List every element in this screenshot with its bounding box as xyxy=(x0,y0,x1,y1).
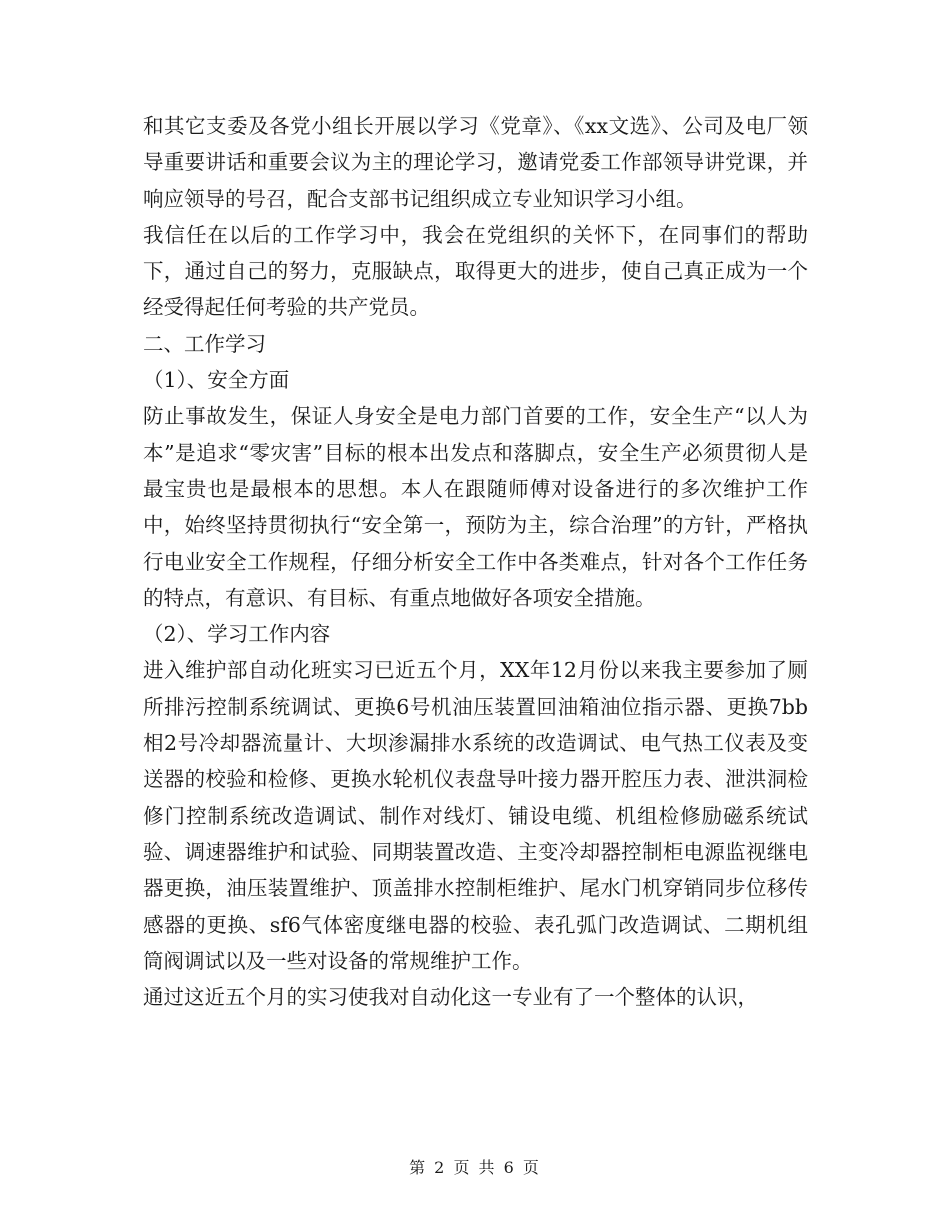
subheading-work-content: （2）、学习工作内容 xyxy=(143,622,331,647)
document-body xyxy=(143,108,808,1015)
paragraph-internship-summary: 通过这近五个月的实习使我对自动化这一专业有了一个整体的认识， xyxy=(143,985,758,1010)
paragraph-safety: 防止事故发生，保证人身安全是电力部门首要的工作，安全生产“以人为本”是追求“零灾害”目标的根本出发点和落脚点，安全生产必须贯彻人是最宝贵也是最根本的思想。本人在跟随师傅对设备进行的多次维护工作中，始终坚持贯彻执行“安全第一，预防为主，综合治理”的方针，严格执行电业安全工作规程，仔细分析安全工作中各类难点，针对各个工作任务的特点，有意识、有目标、有重点地做好各项安全措施。 xyxy=(143,404,808,610)
paragraph-belief: 我信任在以后的工作学习中，我会在党组织的关怀下，在同事们的帮助下，通过自己的努力，克服缺点，取得更大的进步，使自己真正成为一个经受得起任何考验的共产党员。 xyxy=(143,222,808,320)
paragraph-theory-study: 和其它支委及各党小组长开展以学习《党章》、《xx文选》、公司及电厂领导重要讲话和重要会议为主的理论学习，邀请党委工作部领导讲党课，并响应领导的号召，配合支部书记组织成立专业知识学习小组。 xyxy=(143,114,808,211)
subheading-safety: （1）、安全方面 xyxy=(143,368,290,393)
section-heading-work-study: 二、工作学习 xyxy=(143,331,266,356)
paragraph-work-content: 进入维护部自动化班实习已近五个月，XX年12月份以来我主要参加了厕所排污控制系统调试、更换6号机油压装置回油箱油位指示器、更换7bb相2号冷却器流量计、大坝渗漏排水系统的改造调试、电气热工仪表及变送器的校验和检修、更换水轮机仪表盘导叶接力器开腔压力表、泄洪洞检修门控制系统改造调试、制作对线灯、铺设电缆、机组检修励磁系统试验、调速器维护和试验、同期装置改造、主变冷却器控制柜电源监视继电器更换，油压装置维护、顶盖排水控制柜维护、尾水门机穿销同步位移传感器的更换、sf6气体密度继电器的校验、表孔弧门改造调试、二期机组筒阀调试以及一些对设备的常规维护工作。 xyxy=(143,658,808,973)
page-footer: 第 2 页 共 6 页 xyxy=(409,1158,541,1177)
